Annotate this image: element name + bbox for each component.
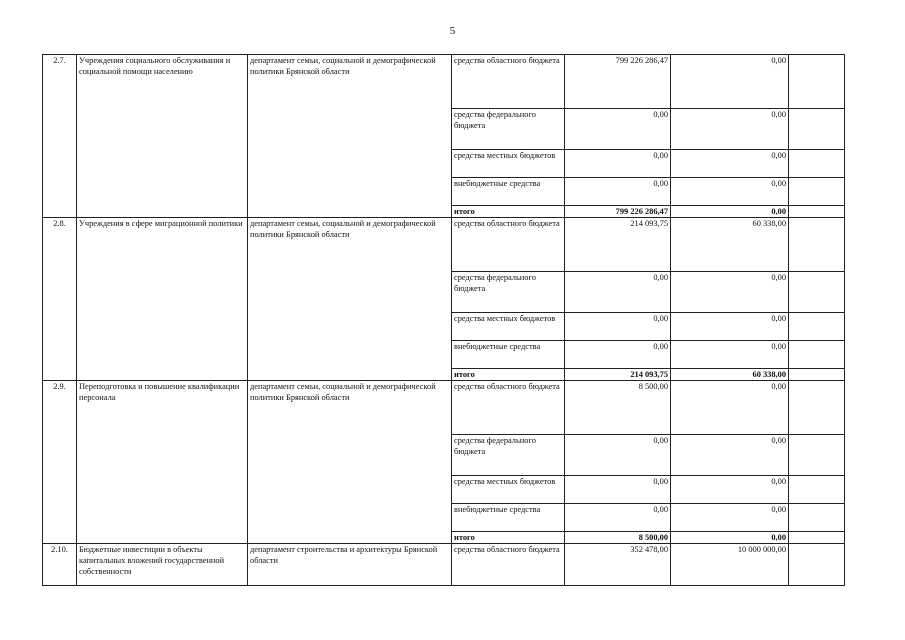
- empty-cell: [789, 55, 845, 109]
- amount-1: 0,00: [565, 476, 671, 504]
- amount-1-total: 214 093,75: [565, 369, 671, 381]
- amount-2: 0,00: [671, 381, 789, 435]
- funding-source: средства федерального бюджета: [452, 435, 565, 476]
- funding-source: внебюджетные средства: [452, 504, 565, 532]
- amount-2-total: 0,00: [671, 206, 789, 218]
- amount-1-total: 8 500,00: [565, 532, 671, 544]
- funding-source: средства областного бюджета: [452, 544, 565, 586]
- item-department: департамент семьи, социальной и демографической политики Брянской области: [248, 55, 452, 218]
- empty-cell: [789, 435, 845, 476]
- amount-2: 0,00: [671, 272, 789, 313]
- item-number: 2.9.: [43, 381, 77, 544]
- empty-cell: [789, 532, 845, 544]
- amount-2-total: 60 338,00: [671, 369, 789, 381]
- empty-cell: [789, 150, 845, 178]
- funding-source: средства местных бюджетов: [452, 150, 565, 178]
- amount-2: 0,00: [671, 476, 789, 504]
- item-department: департамент семьи, социальной и демографической политики Брянской области: [248, 218, 452, 381]
- amount-1: 0,00: [565, 150, 671, 178]
- funding-source: средства федерального бюджета: [452, 109, 565, 150]
- amount-2: 0,00: [671, 109, 789, 150]
- amount-1: 352 478,00: [565, 544, 671, 586]
- empty-cell: [789, 369, 845, 381]
- amount-2: 0,00: [671, 55, 789, 109]
- amount-2: 0,00: [671, 435, 789, 476]
- amount-1: 0,00: [565, 504, 671, 532]
- amount-2: 60 338,00: [671, 218, 789, 272]
- funding-source: средства областного бюджета: [452, 218, 565, 272]
- amount-1: 214 093,75: [565, 218, 671, 272]
- amount-1: 799 226 286,47: [565, 55, 671, 109]
- empty-cell: [789, 272, 845, 313]
- item-number: 2.8.: [43, 218, 77, 381]
- empty-cell: [789, 313, 845, 341]
- funding-source: средства местных бюджетов: [452, 476, 565, 504]
- empty-cell: [789, 109, 845, 150]
- item-number: 2.7.: [43, 55, 77, 218]
- amount-2-total: 0,00: [671, 532, 789, 544]
- table-row: [43, 544, 845, 586]
- amount-1: 0,00: [565, 178, 671, 206]
- page-number: 5: [449, 25, 456, 37]
- item-department: департамент семьи, социальной и демографической политики Брянской области: [248, 381, 452, 544]
- funding-source-total: итого: [452, 532, 565, 544]
- item-name: Учреждения в сфере миграционной политики: [77, 218, 248, 381]
- empty-cell: [789, 381, 845, 435]
- amount-1: 0,00: [565, 109, 671, 150]
- funding-source: средства областного бюджета: [452, 381, 565, 435]
- item-name: Переподготовка и повышение квалификации персонала: [77, 381, 248, 544]
- empty-cell: [789, 178, 845, 206]
- funding-source: средства местных бюджетов: [452, 313, 565, 341]
- funding-source: внебюджетные средства: [452, 178, 565, 206]
- amount-2: 10 000 000,00: [671, 544, 789, 586]
- amount-2: 0,00: [671, 313, 789, 341]
- table-row: [43, 381, 845, 435]
- empty-cell: [789, 504, 845, 532]
- amount-2: 0,00: [671, 150, 789, 178]
- table-row: [43, 55, 845, 109]
- empty-cell: [789, 544, 845, 586]
- item-number: 2.10.: [43, 544, 77, 586]
- item-department: департамент строительства и архитектуры Брянской области: [248, 544, 452, 586]
- empty-cell: [789, 341, 845, 369]
- empty-cell: [789, 218, 845, 272]
- amount-1-total: 799 226 286,47: [565, 206, 671, 218]
- funding-source-total: итого: [452, 206, 565, 218]
- table-row: [43, 218, 845, 272]
- funding-source-total: итого: [452, 369, 565, 381]
- funding-source: средства федерального бюджета: [452, 272, 565, 313]
- amount-1: 8 500,00: [565, 381, 671, 435]
- amount-2: 0,00: [671, 504, 789, 532]
- amount-1: 0,00: [565, 341, 671, 369]
- item-name: Бюджетные инвестиции в объекты капитальных вложений государственной собственности: [77, 544, 248, 586]
- amount-2: 0,00: [671, 341, 789, 369]
- empty-cell: [789, 206, 845, 218]
- budget-table: [42, 54, 845, 586]
- amount-2: 0,00: [671, 178, 789, 206]
- amount-1: 0,00: [565, 272, 671, 313]
- funding-source: средства областного бюджета: [452, 55, 565, 109]
- amount-1: 0,00: [565, 313, 671, 341]
- amount-1: 0,00: [565, 435, 671, 476]
- item-name: Учреждения социального обслуживания и социальной помощи населению: [77, 55, 248, 218]
- empty-cell: [789, 476, 845, 504]
- funding-source: внебюджетные средства: [452, 341, 565, 369]
